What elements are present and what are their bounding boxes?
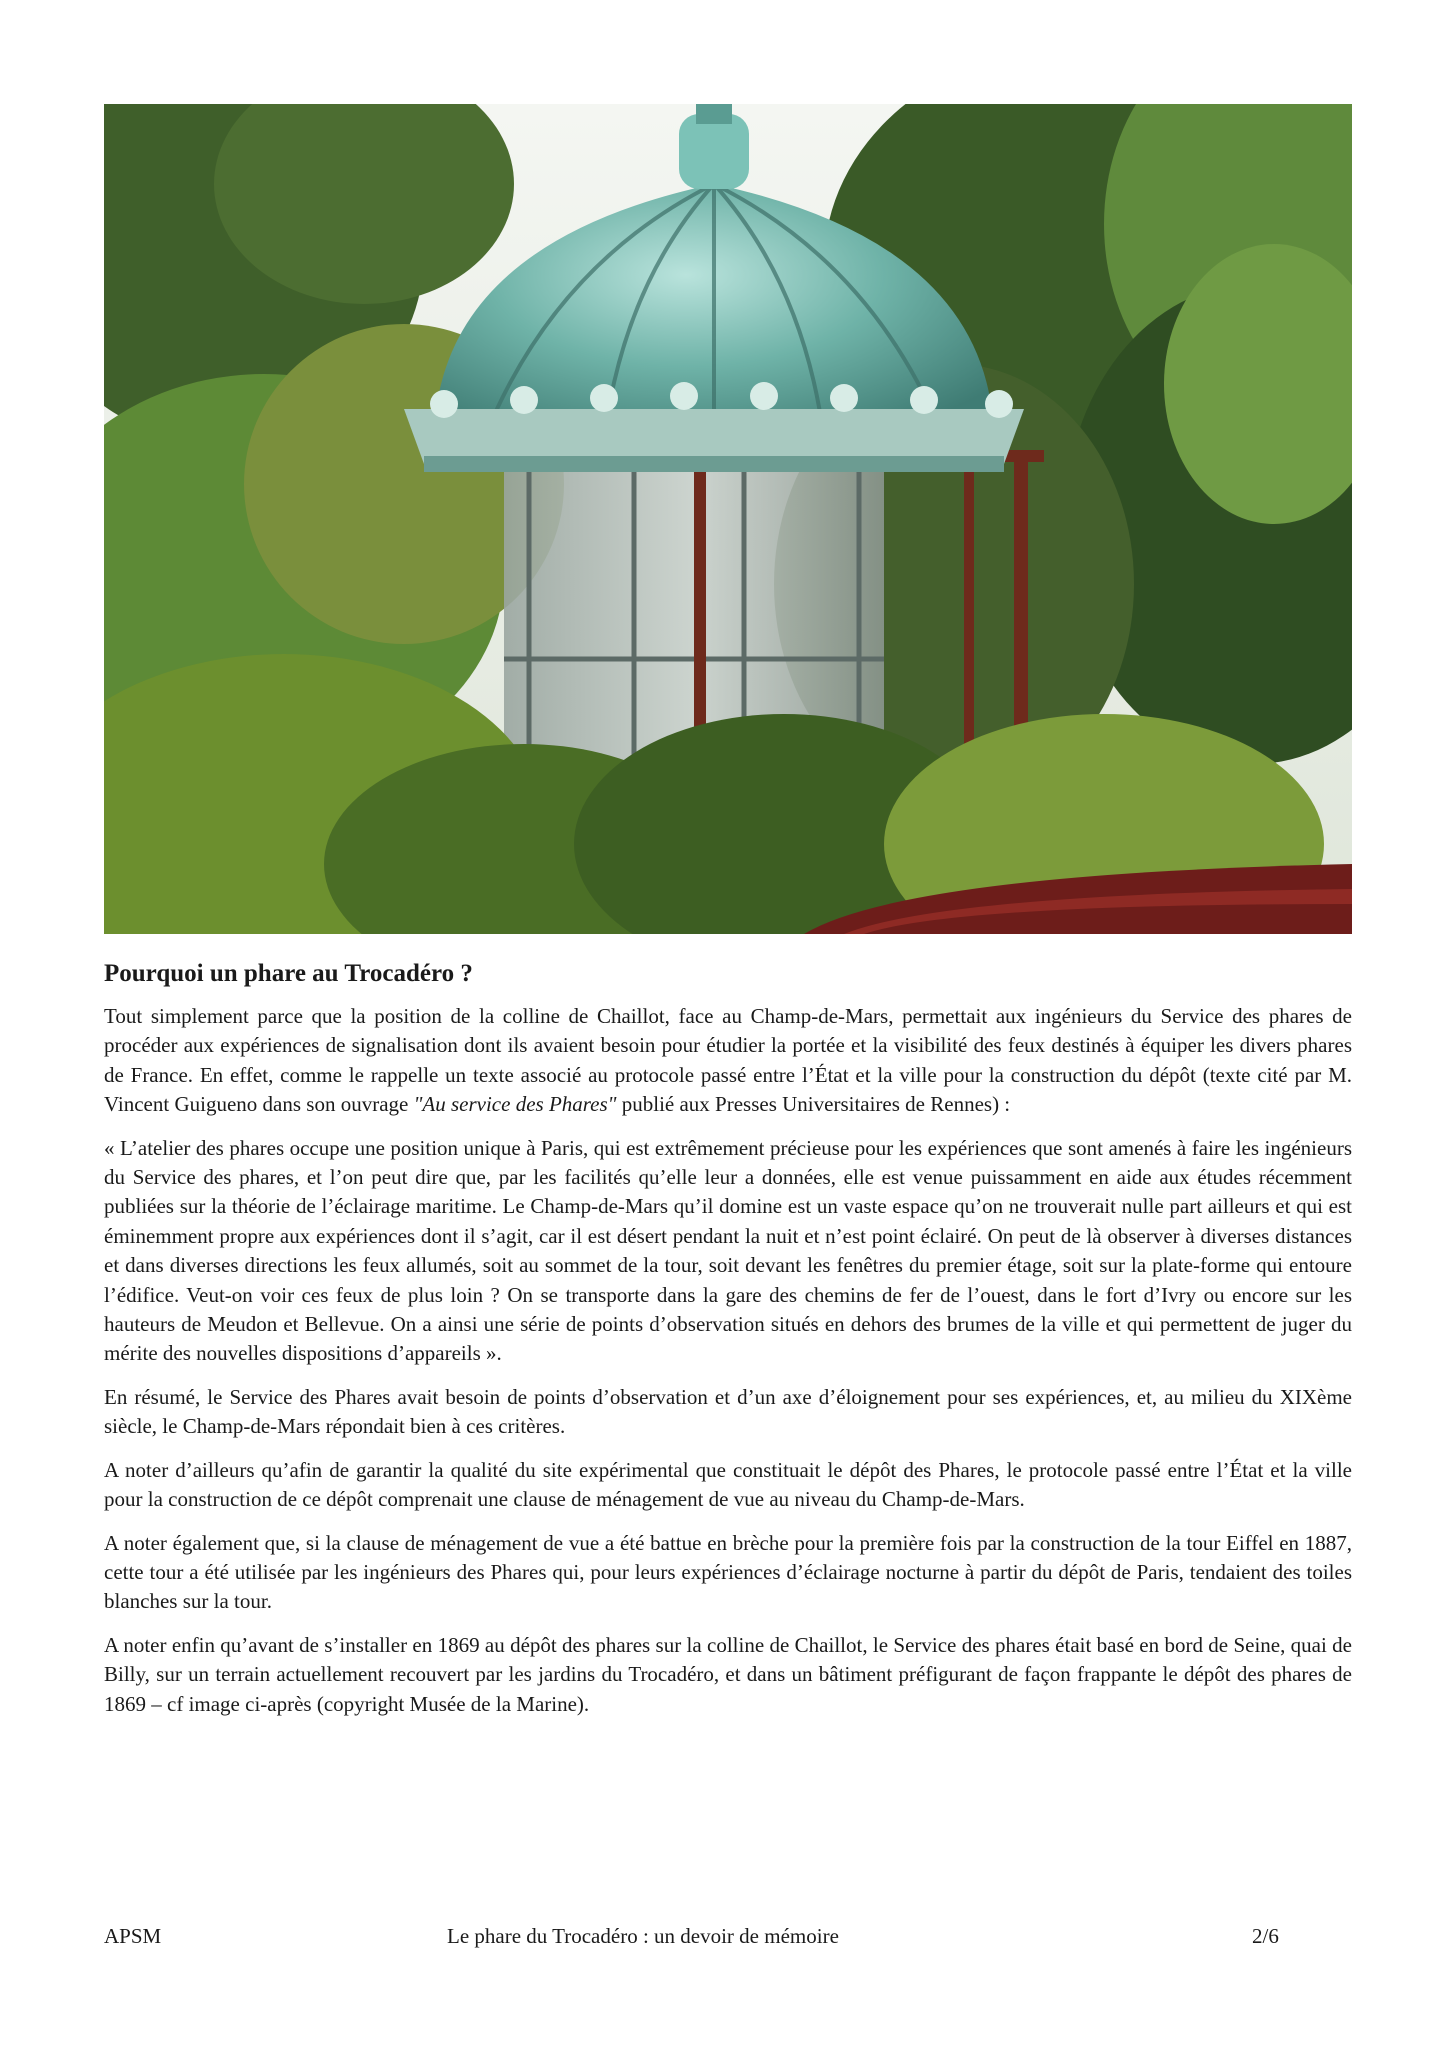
quai-de-billy-paragraph: A noter enfin qu’avant de s’installer en 1869 au dépôt des phares sur la colline de Chaillot, le Service des phares était basé en bord de Seine, quai de Billy, sur un terrain actuellement recouvert par les jardins du Trocadéro, et dans un bâtiment préfigurant de façon frappante le dépôt des phares de 1869 – cf image ci-après (copyright Musée de la Marine). [104, 1632, 1352, 1716]
footer-title: Le phare du Trocadéro : un devoir de mémoire [447, 1924, 839, 1948]
article [104, 960, 1352, 1733]
intro-paragraph [104, 1002, 1352, 1120]
quote-paragraph: « L’atelier des phares occupe une position unique à Paris, qui est extrêmement précieuse pour les expériences que sont amenés à faire les ingénieurs du Service des phares, et l’on peut dire que, par les facilités qu’elle leur a données, elle est venue puissamment en aide aux études récemment publiées sur la théorie de l’éclairage maritime. Le Champ-de-Mars qu’il domine est un vaste espace qu’on ne trouverait nulle part ailleurs et qui est éminemment propre aux expériences dont il s’agit, car il est désert pendant la nuit et n’est point éclairé. On peut de là observer à diverses distances et dans diverses directions les feux allumés, soit au sommet de la tour, soit devant les fenêtres du premier étage, soit sur la plate-forme qui entoure l’édifice. Veut-on voir ces feux de plus loin ? On se transporte dans la gare des chemins de fer de l’ouest, dans le fort d’Ivry ou encore sur les hauteurs de Meudon et Bellevue. On a ainsi une série de points d’observation situés en dehors des brumes de la ville et qui permettent de juger du mérite des nouvelles dispositions d’appareils ». [104, 1135, 1352, 1366]
section-heading: Pourquoi un phare au Trocadéro ? [104, 960, 473, 987]
page-number: 2/6 [1252, 1924, 1279, 1948]
book-title: "Au service des Phares" [413, 1092, 617, 1117]
lighthouse-photo [104, 104, 1352, 934]
protocol-paragraph: A noter d’ailleurs qu’afin de garantir la qualité du site expérimental que constituait le dépôt des Phares, le protocole passé entre l’État et la ville pour la construction de ce dépôt comprenait une clause de ménagement de vue au niveau du Champ-de-Mars. [104, 1457, 1352, 1512]
lighthouse-dome-illustration [104, 104, 1352, 934]
summary-paragraph: En résumé, le Service des Phares avait besoin de points d’observation et d’un axe d’éloignement pour ses expériences, et, au milieu du XIXème siècle, le Champ-de-Mars répondait bien à ces critères. [104, 1384, 1352, 1439]
eiffel-paragraph: A noter également que, si la clause de ménagement de vue a été battue en brèche pour la première fois par la construction de la tour Eiffel en 1887, cette tour a été utilisée par les ingénieurs des Phares qui, pour leurs expériences d’éclairage nocturne à partir du dépôt de Paris, tendaient des toiles blanches sur la tour. [104, 1530, 1352, 1614]
footer-org: APSM [104, 1924, 162, 1948]
intro-text-start: Tout simplement parce que la position de la colline de Chaillot, face au Champ-de-Mars, permettait aux ingénieurs du Service des phares de procéder aux expériences de signalisation dont ils avaient besoin pour étudier la portée et la visibilité des feux destinés à équiper les divers phares de France. En effet, comme le rappelle un texte associé au protocole passé entre l’État et la ville pour la construction du dépôt (texte cité par M. Vincent Guigueno dans son ouvrage [104, 1004, 1352, 1117]
intro-text-end: publié aux Presses Universitaires de Rennes) : [616, 1092, 1011, 1117]
